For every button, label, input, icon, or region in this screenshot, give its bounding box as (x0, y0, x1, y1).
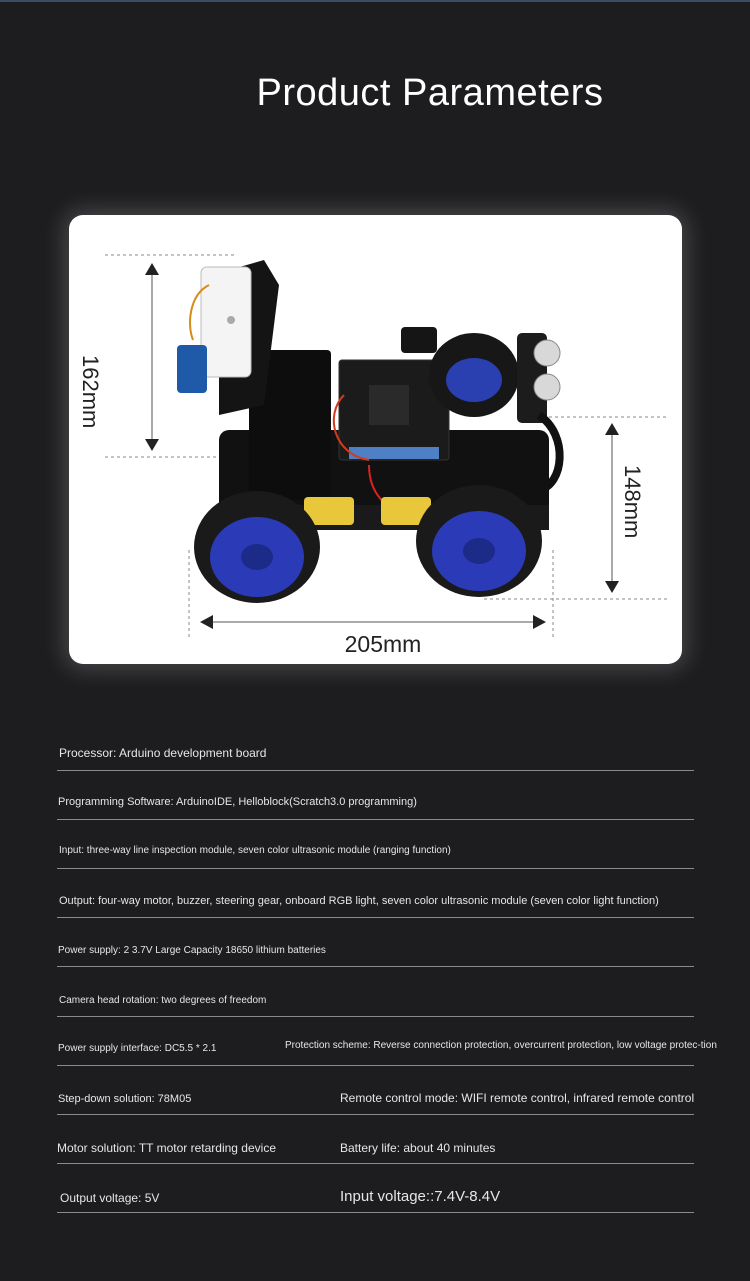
spec-power-interface: Power supply interface: DC5.5 * 2.1 (58, 1043, 217, 1054)
spec-battery: Battery life: about 40 minutes (340, 1141, 496, 1155)
spec-processor: Processor: Arduino development board (59, 746, 267, 760)
spec-step-down: Step-down solution: 78M05 (58, 1093, 192, 1105)
spec-output-voltage: Output voltage: 5V (60, 1191, 160, 1205)
product-image-card (69, 215, 682, 664)
robot-car-illustration (69, 215, 682, 664)
spec-protection: Protection scheme: Reverse connection protection, overcurrent protection, low voltage protec-tion (285, 1040, 717, 1051)
dimension-height-left: 162mm (78, 355, 103, 429)
dimension-height-right: 148mm (620, 465, 645, 539)
spec-input-voltage: Input voltage::7.4V-8.4V (340, 1188, 501, 1205)
spec-camera: Camera head rotation: two degrees of freedom (59, 995, 267, 1006)
top-accent-line (0, 0, 750, 2)
spec-motor: Motor solution: TT motor retarding device (57, 1141, 276, 1155)
spec-software: Programming Software: ArduinoIDE, Helloblock(Scratch3.0 programming) (58, 796, 417, 808)
spec-output: Output: four-way motor, buzzer, steering gear, onboard RGB light, seven color ultrasonic module (seven color light function) (59, 895, 659, 907)
page-title: Product Parameters (256, 72, 604, 114)
dimension-width: 205mm (344, 631, 422, 657)
spec-input: Input: three-way line inspection module, seven color ultrasonic module (ranging function) (59, 845, 451, 856)
spec-remote: Remote control mode: WIFI remote control, infrared remote control (340, 1091, 695, 1105)
spec-power-supply: Power supply: 2 3.7V Large Capacity 18650 lithium batteries (58, 945, 326, 956)
